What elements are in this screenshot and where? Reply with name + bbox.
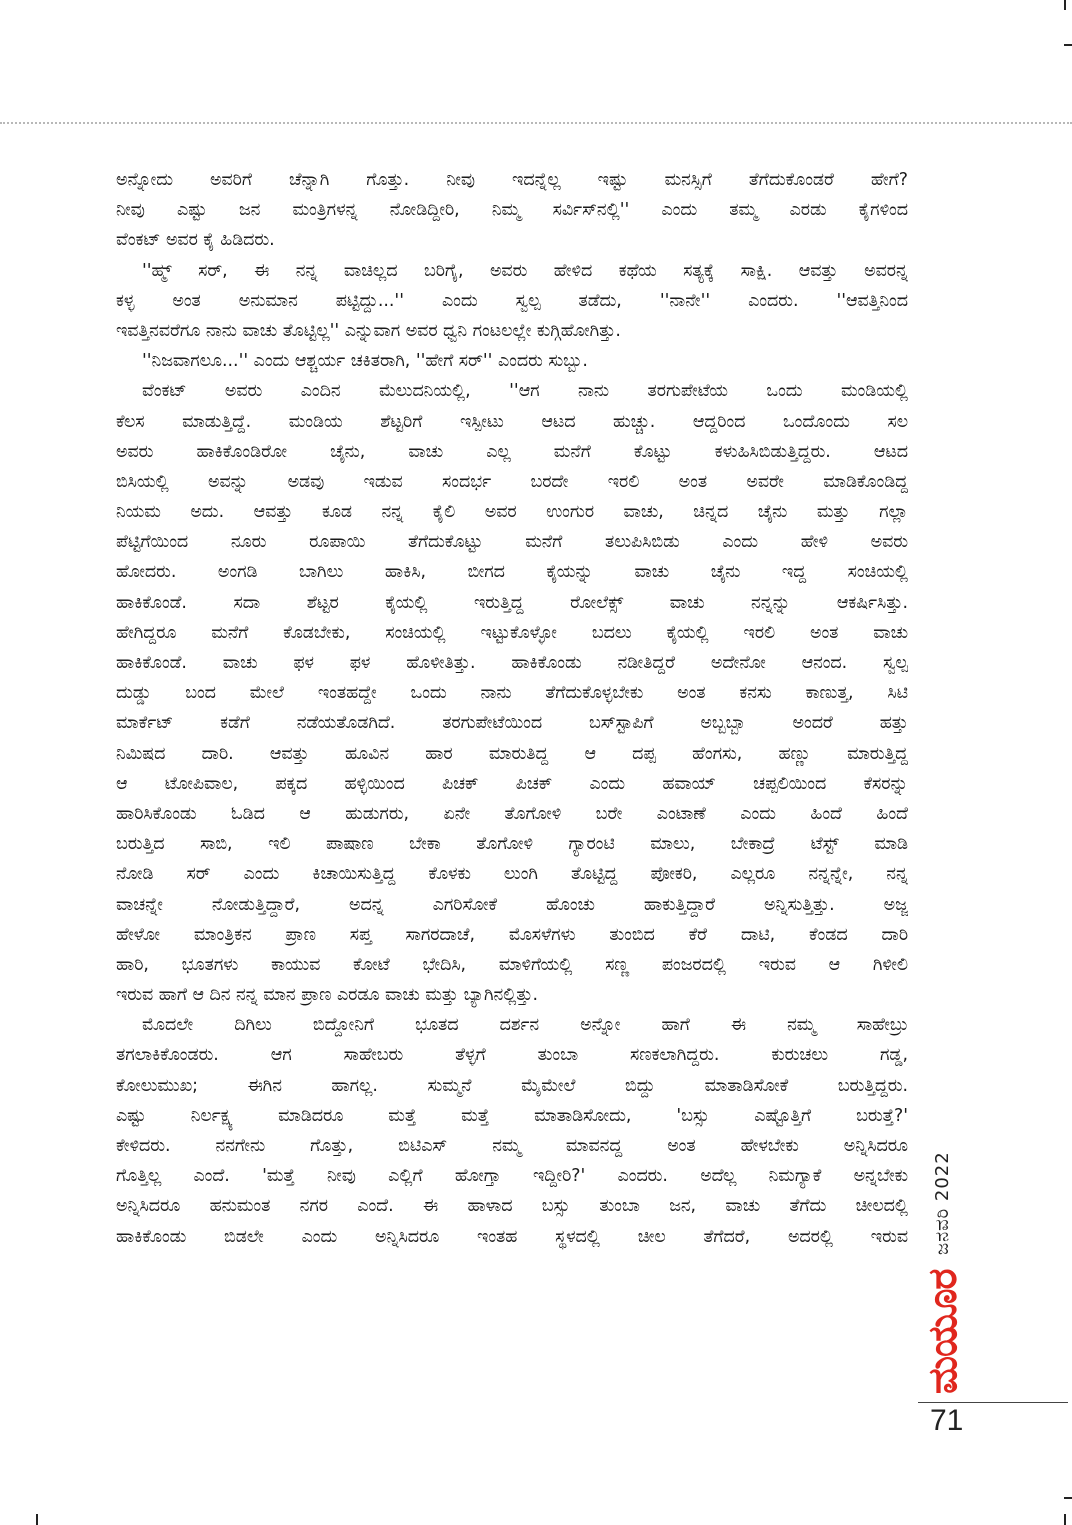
text-line: ಅನ್ನೋದು ಅವರಿಗೆ ಚೆನ್ನಾಗಿ ಗೊತ್ತು. ನೀವು ಇದನ್ನೆಲ್ಲ ಇಷ್ಟು ಮನಸ್ಸಿಗೆ ತೆಗೆದುಕೊಂಡರೆ ಹೇಗೆ? xyxy=(116,170,908,190)
text-line: ಆ ಟೋಪಿವಾಲ, ಪಕ್ಕದ ಹಳ್ಳಿಯಿಂದ ಪಿಚಕ್ ಪಿಚಕ್ ಎಂದು ಹವಾಯ್ ಚಪ್ಪಲಿಯಿಂದ ಕೆಸರನ್ನು xyxy=(116,773,908,794)
text-line: ನಿಯಮ ಅದು. ಆವತ್ತು ಕೂಡ ನನ್ನ ಕೈಲಿ ಅವರ ಉಂಗುರ ವಾಚು, ಚಿನ್ನದ ಚೈನು ಮತ್ತು ಗಲ್ಲಾ xyxy=(116,502,908,523)
text-line: ಮಾರ್ಕೆಟ್ ಕಡೆಗೆ ನಡೆಯತೊಡಗಿದೆ. ತರಗುಪೇಟೆಯಿಂದ ಬಸ್‌ಸ್ಟಾಪಿಗೆ ಅಬ್ಬಬ್ಬಾ ಅಂದರೆ ಹತ್ತು xyxy=(116,713,908,734)
text-line: ಹೋದರು. ಅಂಗಡಿ ಬಾಗಿಲು ಹಾಕಿಸಿ, ಬೀಗದ ಕೈಯನ್ನು ವಾಚು ಚೈನು ಇದ್ದ ಸಂಚಿಯಲ್ಲಿ xyxy=(116,562,908,583)
page-number: 71 xyxy=(930,1404,964,1437)
text-line: ನೀವು ಎಷ್ಟು ಜನ ಮಂತ್ರಿಗಳನ್ನ ನೋಡಿದ್ದೀರಿ, ನಿಮ್ಮ ಸರ್ವಿಸ್‌ನಲ್ಲಿ'' ಎಂದು ತಮ್ಮ ಎರಡು ಕೈಗಳಿಂದ xyxy=(116,200,908,221)
text-line: ಗೊತ್ತಿಲ್ಲ ಎಂದೆ. 'ಮತ್ತೆ ನೀವು ಎಲ್ಲಿಗೆ ಹೋಗ್ತಾ ಇದ್ದೀರಿ?' ಎಂದರು. ಅದೆಲ್ಲ ನಿಮಗ್ಯಾಕೆ ಅನ್ನಬೇಕು xyxy=(116,1166,908,1187)
text-line: ಪೆಟ್ಟಿಗೆಯಿಂದ ನೂರು ರೂಪಾಯಿ ತೆಗೆದುಕೊಟ್ಟು ಮನೆಗೆ ತಲುಪಿಸಿಬಿಡು ಎಂದು ಹೇಳಿ ಅವರು xyxy=(116,532,908,553)
text-line: ವೆಂಕಟ್ ಅವರ ಕೈ ಹಿಡಿದರು. xyxy=(116,230,275,251)
text-line: ಇವತ್ತಿನವರೆಗೂ ನಾನು ವಾಚು ತೊಟ್ಟಿಲ್ಲ'' ಎನ್ನುವಾಗ ಅವರ ಧ್ವನಿ ಗಂಟಲಲ್ಲೇ ಕುಗ್ಗಿಹೋಗಿತ್ತು. xyxy=(116,320,621,341)
text-line: ಹಾರಿ, ಭೂತಗಳು ಕಾಯುವ ಕೋಟೆ ಭೇದಿಸಿ, ಮಾಳಿಗೆಯಲ್ಲಿ ಸಣ್ಣ ಪಂಜರದಲ್ಲಿ ಇರುವ ಆ ಗಿಳೀಲಿ xyxy=(116,954,908,975)
text-line: ನೋಡಿ ಸರ್ ಎಂದು ಕಿಚಾಯಿಸುತ್ತಿದ್ದ ಕೊಳಕು ಲುಂಗಿ ತೊಟ್ಟಿದ್ದ ಪೋಕರಿ, ಎಲ್ಲರೂ ನನ್ನನ್ನೇ, ನನ್ನ xyxy=(116,864,908,885)
text-line: ಹೇಗಿದ್ದರೂ ಮನೆಗೆ ಕೊಡಬೇಕು, ಸಂಚಿಯಲ್ಲಿ ಇಟ್ಟುಕೊಳ್ಳೋ ಬದಲು ಕೈಯಲ್ಲಿ ಇರಲಿ ಅಂತ ವಾಚು xyxy=(116,622,908,643)
header-dotted-rule xyxy=(0,122,1072,124)
crop-mark-top xyxy=(1064,0,1066,10)
crop-mark-right-bottom xyxy=(1064,1497,1072,1499)
crop-mark-bottom-right xyxy=(1064,1514,1066,1525)
text-line: ಕೆಲಸ ಮಾಡುತ್ತಿದ್ದೆ. ಮಂಡಿಯ ಶೆಟ್ಟರಿಗೆ ಇಸ್ಪೀಟು ಆಟದ ಹುಚ್ಚು. ಆದ್ದರಿಂದ ಒಂದೊಂದು ಸಲ xyxy=(116,411,908,432)
text-line: ತಗಲಾಕಿಕೊಂಡರು. ಆಗ ಸಾಹೇಬರು ತೆಳ್ಳಗೆ ತುಂಬಾ ಸಣಕಲಾಗಿದ್ದರು. ಕುರುಚಲು ಗಡ್ಡ, xyxy=(116,1045,908,1066)
text-line: ''ನಿಜವಾಗಲೂ...'' ಎಂದು ಆಶ್ಚರ್ಯ ಚಕಿತರಾಗಿ, ''ಹೇಗೆ ಸರ್'' ಎಂದರು ಸುಬ್ಬು. xyxy=(142,351,588,372)
text-line: ವಾಚನ್ನೇ ನೋಡುತ್ತಿದ್ದಾರೆ, ಅದನ್ನ ಎಗರಿಸೋಕೆ ಹೊಂಚು ಹಾಕುತ್ತಿದ್ದಾರೆ ಅನ್ನಿಸುತ್ತಿತ್ತು. ಅಜ್ಜ xyxy=(116,894,908,915)
text-line: ಹಾಕಿಕೊಂಡೆ. ವಾಚು ಫಳ ಫಳ ಹೊಳೀತಿತ್ತು. ಹಾಕಿಕೊಂಡು ನಡೀತಿದ್ದರೆ ಅದೇನೋ ಆನಂದ. ಸ್ವಲ್ಪ xyxy=(116,653,908,673)
crop-mark-bottom-left xyxy=(36,1514,38,1525)
text-line: ನಿಮಿಷದ ದಾರಿ. ಆವತ್ತು ಹೂವಿನ ಹಾರ ಮಾರುತಿದ್ದ ಆ ದಪ್ಪ ಹೆಂಗಸು, ಹಣ್ಣು ಮಾರುತ್ತಿದ್ದ xyxy=(116,743,908,764)
footer-rule xyxy=(918,1402,1068,1403)
text-line: ಕೇಳಿದರು. ನನಗೇನು ಗೊತ್ತು, ಬಿಟಿಎಸ್ ನಮ್ಮ ಮಾವನದ್ದ ಅಂತ ಹೇಳಬೇಕು ಅನ್ನಿಸಿದರೂ xyxy=(116,1136,908,1156)
text-line: ಕಳ್ಳ ಅಂತ ಅನುಮಾನ ಪಟ್ಟಿದ್ದು...'' ಎಂದು ಸ್ವಲ್ಪ ತಡೆದು, ''ನಾನೇ'' ಎಂದರು. ''ಆವತ್ತಿನಿಂದ xyxy=(116,290,908,311)
text-line: ಅನ್ನಿಸಿದರೂ ಹನುಮಂತ ನಗರ ಎಂದೆ. ಈ ಹಾಳಾದ ಬಸ್ಸು ತುಂಬಾ ಜನ, ವಾಚು ತೆಗೆದು ಚೀಲದಲ್ಲಿ xyxy=(116,1196,908,1217)
text-line: ಎಷ್ಟು ನಿರ್ಲಕ್ಷ್ಯ ಮಾಡಿದರೂ ಮತ್ತೆ ಮತ್ತೆ ಮಾತಾಡಿಸೋದು, 'ಬಸ್ಸು ಎಷ್ಟೊತ್ತಿಗೆ ಬರುತ್ತೆ?' xyxy=(116,1105,908,1126)
text-line: ಹಾಕಿಕೊಂಡು ಬಿಡಲೇ ಎಂದು ಅನ್ನಿಸಿದರೂ ಇಂತಹ ಸ್ಥಳದಲ್ಲಿ ಚೀಲ ತೆಗೆದರೆ, ಅದರಲ್ಲಿ ಇರುವ xyxy=(116,1226,908,1247)
text-line: ವೆಂಕಟ್ ಅವರು ಎಂದಿನ ಮೆಲುದನಿಯಲ್ಲಿ, ''ಆಗ ನಾನು ತರಗುಪೇಟೆಯ ಒಂದು ಮಂಡಿಯಲ್ಲಿ xyxy=(142,381,908,402)
text-line: ಮೊದಲೇ ದಿಗಿಲು ಬಿದ್ದೋನಿಗೆ ಭೂತದ ದರ್ಶನ ಅನ್ನೋ ಹಾಗೆ ಈ ನಮ್ಮ ಸಾಹೇಬ್ರು xyxy=(142,1015,908,1036)
crop-mark-right-top xyxy=(1064,44,1072,46)
text-line: ಅವರು ಹಾಕಿಕೊಂಡಿರೋ ಚೈನು, ವಾಚು ಎಲ್ಲ ಮನೆಗೆ ಕೊಟ್ಟು ಕಳುಹಿಸಿಬಿಡುತ್ತಿದ್ದರು. ಆಟದ xyxy=(116,441,908,462)
magazine-logo: ಮಯೂರ xyxy=(920,1269,966,1395)
text-line: ಇರುವ ಹಾಗೆ ಆ ದಿನ ನನ್ನ ಮಾನ ಪ್ರಾಣ ಎರಡೂ ವಾಚು ಮತ್ತು ಬ್ಯಾಗಿನಲ್ಲಿತ್ತು. xyxy=(116,985,539,1006)
text-line: ಕೋಲುಮುಖ; ಈಗಿನ ಹಾಗಲ್ಲ. ಸುಮ್ಮನೆ ಮೈಮೇಲೆ ಬಿದ್ದು ಮಾತಾಡಿಸೋಕೆ ಬರುತ್ತಿದ್ದರು. xyxy=(116,1075,908,1096)
text-line: ಬರುತ್ತಿದ ಸಾಬಿ, ಇಲಿ ಪಾಷಾಣ ಬೇಕಾ ತೊಗೋಳಿ ಗ್ಯಾರಂಟಿ ಮಾಲು, ಬೇಕಾದ್ರೆ ಟೆಸ್ಟ್ ಮಾಡಿ xyxy=(116,834,908,855)
text-line: ಹಾರಿಸಿಕೊಂಡು ಓಡಿದ ಆ ಹುಡುಗರು, ಏನೇ ತೊಗೋಳಿ ಬರೇ ಎಂಟಾಣೆ ಎಂದು ಹಿಂದೆ ಹಿಂದೆ xyxy=(116,803,908,824)
issue-date: ಜನವರಿ 2022 xyxy=(932,1151,953,1255)
text-line: ದುಡ್ಡು ಬಂದ ಮೇಲೆ ಇಂತಹದ್ದೇ ಒಂದು ನಾನು ತೆಗೆದುಕೊಳ್ಳಬೇಕು ಅಂತ ಕನಸು ಕಾಣುತ್ತ, ಸಿಟಿ xyxy=(116,683,908,704)
text-line: ''ಹ್ಮ್ ಸರ್, ಈ ನನ್ನ ವಾಚಿಲ್ಲದ ಬರಿಗೈ, ಅವರು ಹೇಳಿದ ಕಥೆಯ ಸತ್ಯಕ್ಕೆ ಸಾಕ್ಷಿ. ಆವತ್ತು ಅವರನ್ನ xyxy=(142,260,908,281)
text-line: ಹೇಳೋ ಮಾಂತ್ರಿಕನ ಪ್ರಾಣ ಸಪ್ತ ಸಾಗರದಾಚೆ, ಮೊಸಳೆಗಳು ತುಂಬಿದ ಕೆರೆ ದಾಟಿ, ಕೆಂಡದ ದಾರಿ xyxy=(116,924,908,945)
text-line: ಹಾಕಿಕೊಂಡೆ. ಸದಾ ಶೆಟ್ಟರ ಕೈಯಲ್ಲಿ ಇರುತ್ತಿದ್ದ ರೋಲೆಕ್ಸ್ ವಾಚು ನನ್ನನ್ನು ಆಕರ್ಷಿಸಿತ್ತು. xyxy=(116,592,908,613)
article-body xyxy=(116,165,908,1252)
text-line: ಬಿಸಿಯಲ್ಲಿ ಅವನ್ನು ಅಡವು ಇಡುವ ಸಂದರ್ಭ ಬರದೇ ಇರಲಿ ಅಂತ ಅವರೇ ಮಾಡಿಕೊಂಡಿದ್ದ xyxy=(116,471,908,492)
